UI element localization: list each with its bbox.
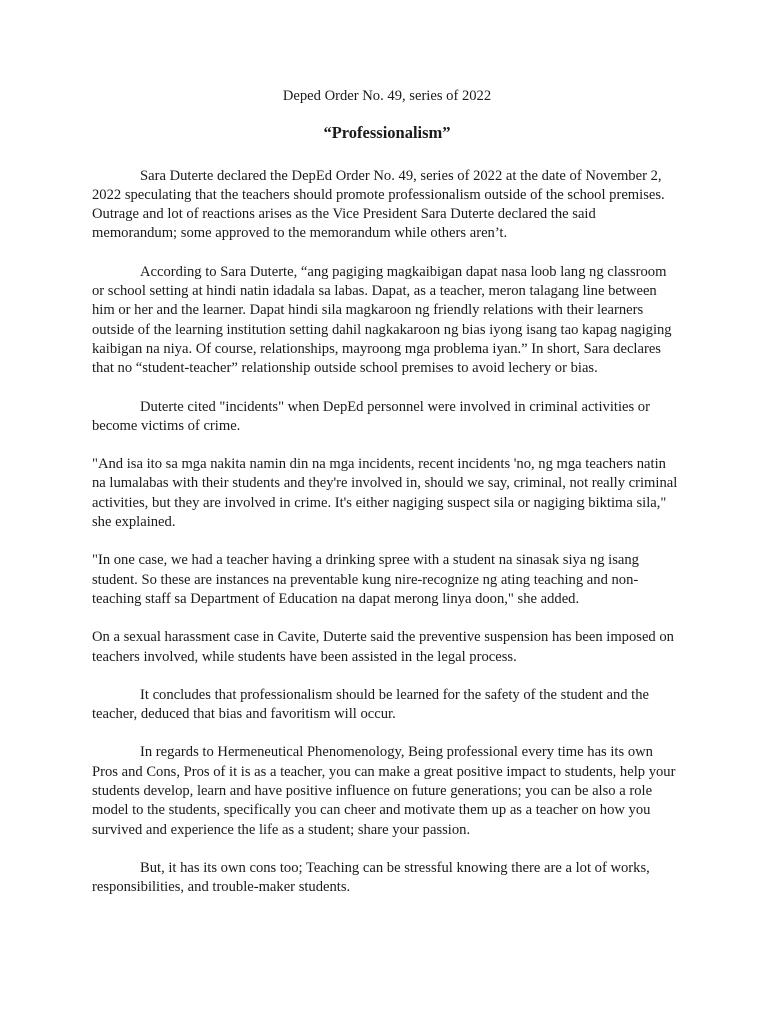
paragraph-cavite-case: On a sexual harassment case in Cavite, Duterte said the preventive suspension has been imposed on teachers involved, while students have been assisted in the legal process. [92, 629, 674, 665]
paragraph-added-quote: "In one case, we had a teacher having a drinking spree with a student na sinasak siya ng isang student. So these are instances na preventable kung nire-recognize ng ating teaching and non-teaching staff sa Department of Education na dapat merong linya doon," she added. [92, 552, 639, 607]
paragraph-duterte-quote: According to Sara Duterte, “ang pagiging magkaibigan dapat nasa loob lang ng classroom or school setting at hindi natin idadala sa labas. Dapat, as a teacher, meron talagang line between him or her and the learner. Dapat hindi sila magkaroon ng friendly relations with their learners outside of the learning institution setting dahil nagkakaroon ng bias iyong isang tao kapag nagiging kaibigan na niya. Of course, relationships, mayroong mga problema iyan.” In short, Sara declares that no “student-teacher” relationship outside school premises to avoid lechery or bias. [92, 263, 672, 377]
paragraph-explained-quote: "And isa ito sa mga nakita namin din na mga incidents, recent incidents 'no, ng mga teachers natin na lumalabas with their students and they're involved in, should we say, criminal, not really criminal activities, but they are involved in crime. It's either nagiging suspect sila or nagiging biktima sila," she explained. [92, 456, 678, 531]
paragraph-declaration: Sara Duterte declared the DepEd Order No. 49, series of 2022 at the date of November 2, 2022 speculating that the teachers should promote professionalism outside of the school premises. Outrage and lot of reactions arises as the Vice President Sara Duterte declared the said memorandum; some approved to the memorandum while others aren’t. [92, 167, 665, 242]
document-body [92, 87, 682, 917]
paragraph-pros: In regards to Hermeneutical Phenomenology, Being professional every time has its own Pros and Cons, Pros of it is as a teacher, you can make a great positive impact to students, help your students develop, learn and have positive influence on future generations; you can be also a role model to the students, specifically you can cheer and motivate them up as a teacher on how you survived and experience the life as a student; share your passion. [92, 744, 676, 838]
paragraph-cons: But, it has its own cons too; Teaching can be stressful knowing there are a lot of works, responsibilities, and trouble-maker students. [92, 859, 650, 896]
paragraph-incidents: Duterte cited "incidents" when DepEd personnel were involved in criminal activities or become victims of crime. [92, 398, 650, 434]
paragraph-conclusion: It concludes that professionalism should be learned for the safety of the student and the teacher, deduced that bias and favoritism will occur. [92, 686, 650, 723]
document-title: “Professionalism” [323, 123, 451, 143]
document-heading: Deped Order No. 49, series of 2022 [282, 88, 492, 104]
